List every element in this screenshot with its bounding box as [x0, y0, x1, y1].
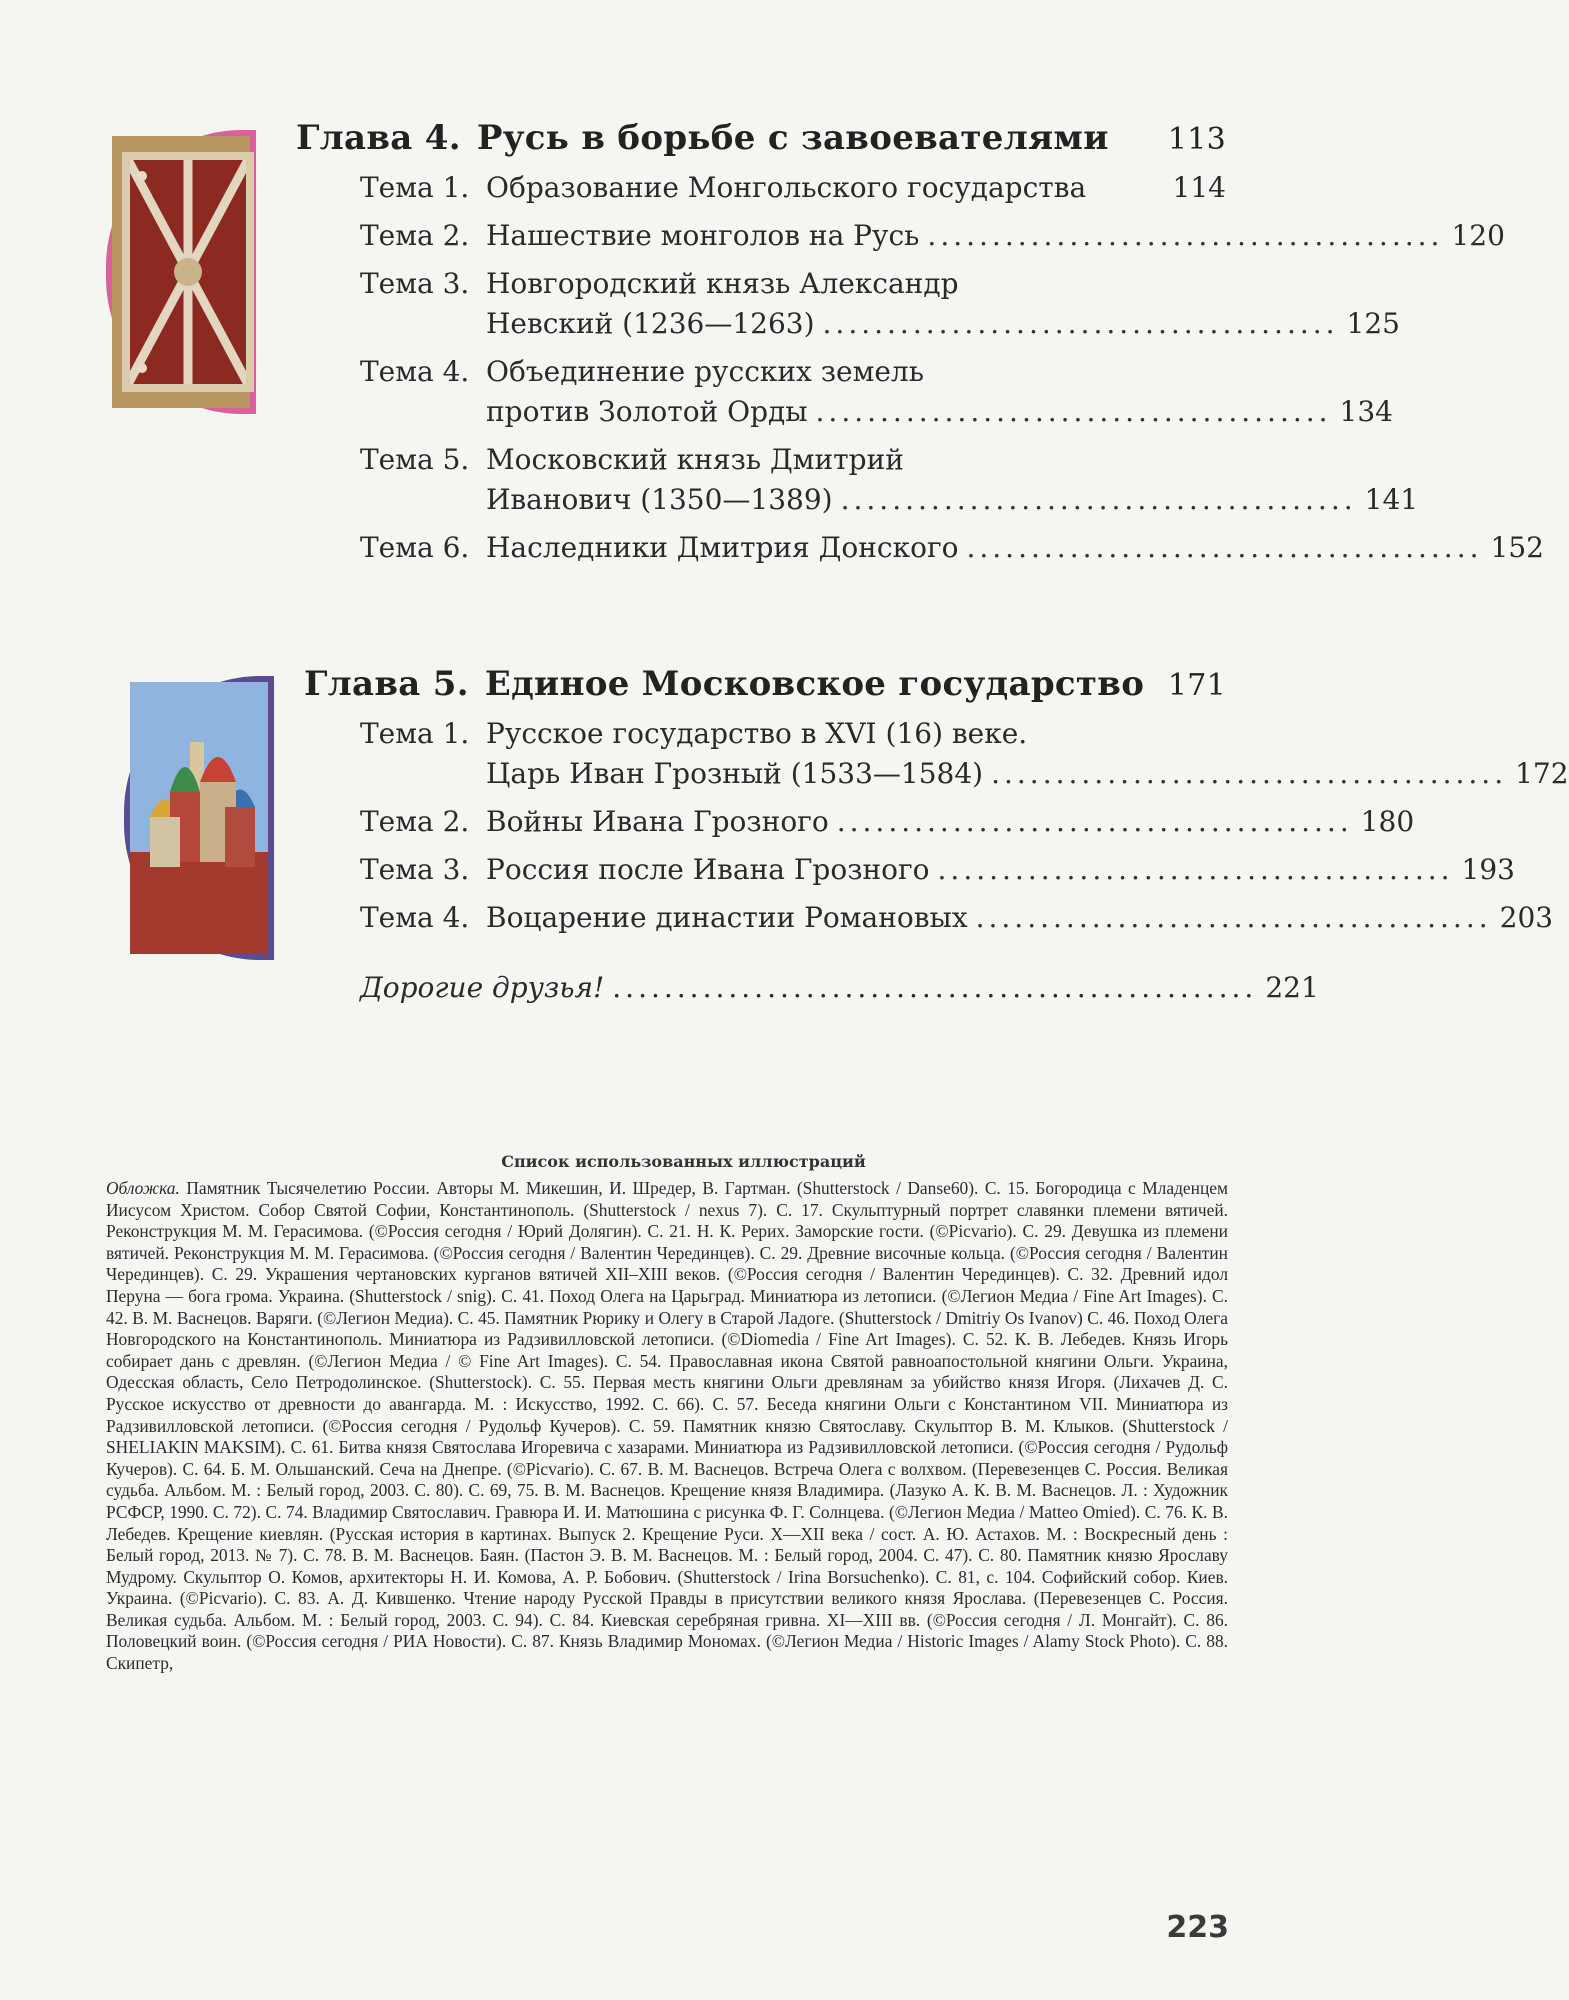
topic-title: Русское государство в XVI (16) веке.	[486, 717, 1028, 750]
toc-topic[interactable]	[360, 440, 1419, 520]
topic-label: Тема 2.	[360, 805, 470, 838]
topic-page: 141	[1364, 483, 1419, 516]
topic-title-cont: Невский (1236—1263)	[486, 307, 815, 340]
dot-leader: ........................................	[975, 901, 1492, 934]
dot-leader: ........................................	[927, 219, 1444, 252]
greeting-title: Дорогие друзья!	[360, 971, 605, 1004]
topic-page: 193	[1461, 853, 1515, 886]
illustrations-text: Памятник Тысячелетию России. Авторы М. Микешин, И. Шредер, В. Гартман. (Shutterstock / Danse60). С. 15. Богородица с Младенцем Иисусом Христом. Собор Святой Софии, Константинополь. (Shutterstock / nexus 7). С. 17. Скульптурный портрет славянки племени вятичей. Реконструкция М. М. Герасимова. (©Россия сегодня / Юрий Долягин). С. 21. Н. К. Рерих. Заморские гости. (©Picvario). С. 29. Девушка из племени вятичей. Реконструкция М. М. Герасимова. (©Россия сегодня / Валентин Черединцев). С. 29. Древние височные кольца. (©Россия сегодня / Валентин Черединцев). С. 29. Украшения чертановских курганов вятичей XII–XIII веков. (©Россия сегодня / Валентин Черединцев). С. 32. Древний идол Перуна — бога грома. Украина. (Shutterstock / snig). С. 41. Поход Олега на Царьград. Миниатюра из летописи. (©Легион Медиа / Fine Art Images). С. 42. В. М. Васнецов. Варяги. (©Легион Медиа). С. 45. Памятник Рюрику и Олегу в Старой Ладоге. (Shutterstock / Dmitriy Os Ivanov) С. 46. Поход Олега Новгородского на Константинополь. Миниатюра из Радзивилловской летописи. (©Diomedia / Fine Art Images). С. 52. К. В. Лебедев. Князь Игорь собирает дань с древлян. (©Легион Медиа / © Fine Art Images). С. 54. Православная икона Святой равноапостольной княгини Ольги. Украина, Одесская область, Село Петродолинское. (Shutterstock). С. 55. Первая месть княгини Ольги древлянам за убийство князя Игоря. (Лихачев Д. С. Русское искусство от древности до авангарда. М. : Искусство, 1992. С. 66). С. 57. Беседа княгини Ольги с Константином VII. Миниатюра из Радзивилловской летописи. (©Россия сегодня / Рудольф Кучеров). С. 59. Памятник князю Святославу. Скульптор В. М. Клыков. (Shutterstock / SHELIAKIN MAKSIM). С. 61. Битва князя Святослава Игоревича с хазарами. Миниатюра из Радзивилловской летописи. (©Россия сегодня / Рудольф Кучеров). С. 64. Б. М. Ольшанский. Сеча на Днепре. (©Picvario). С. 67. В. М. Васнецов. Встреча Олега с волхвом. (Перевезенцев С. Россия. Великая судьба. Альбом. М. : Белый город, 2003. С. 80). С. 69, 75. В. М. Васнецов. Крещение князя Владимира. (Лазуко А. К. В. М. Васнецов. Л. : Художник РСФСР, 1990. С. 72). С. 74. Владимир Святославич. Гравюра И. И. Матюшина с рисунка Ф. Г. Солнцева. (©Легион Медиа / Matteo Omied). С. 76. К. В. Лебедев. Крещение киевлян. (Русская история в картинах. Выпуск 2. Крещение Руси. X—XII века / сост. А. Ю. Астахов. М. : Воскресный день : Белый город, 2013. № 7). С. 78. В. М. Васнецов. Баян. (Пастон Э. В. М. Васнецов. М. : Белый город, 2004. С. 47). С. 80. Памятник князю Ярославу Мудрому. Скульптор О. Комов, архитекторы Н. И. Комова, А. Р. Бобович. (Shutterstock / Irina Borsuchenko). С. 81, с. 104. Софийский собор. Киев. Украина. (©Picvario). С. 83. А. Д. Кившенко. Чтение народу Русской Правды в присутствии великого князя Ярослава. (Перевезенцев С. Россия. Великая судьба. Альбом. М. : Белый город, 2003. С. 94). С. 84. Киевская серебряная гривна. XI—XIII вв. (©Россия сегодня / Л. Монгайт). С. 86. Половецкий воин. (©Россия сегодня / РИА Новости). С. 87. Князь Владимир Мономах. (©Легион Медиа / Historic Images / Alamy Stock Photo). С. 88. Скипетр,	[106, 1178, 1228, 1674]
chapter-title: Русь в борьбе с завоевателями	[476, 118, 1109, 158]
topic-label: Тема 1.	[360, 717, 470, 750]
topic-title-cont: Царь Иван Грозный (1533—1584)	[486, 757, 984, 790]
topic-page: 134	[1339, 395, 1393, 428]
dot-leader: ........................................	[836, 805, 1353, 838]
topic-label: Тема 4.	[360, 355, 470, 388]
topic-page: 120	[1451, 219, 1505, 252]
topic-title: Объединение русских земель	[486, 355, 924, 388]
chapter-page: 171	[1167, 668, 1226, 703]
topic-title: Образование Монгольского государства	[486, 171, 1087, 204]
toc-topic[interactable]	[360, 714, 1569, 794]
chapter-5-heading[interactable]	[304, 664, 1226, 704]
dot-leader: ........................................	[840, 483, 1357, 516]
dot-leader: ........................................	[937, 853, 1454, 886]
chapter-number: Глава 5.	[304, 664, 469, 704]
dot-leader: ........................................	[815, 395, 1332, 428]
chapter-number: Глава 4.	[296, 118, 461, 158]
greeting-page: 221	[1265, 971, 1319, 1004]
topic-title: Московский князь Дмитрий	[486, 443, 904, 476]
topic-title: Войны Ивана Грозного	[486, 805, 829, 838]
topic-title-cont: против Золотой Орды	[486, 395, 808, 428]
illustrations-lead: Обложка.	[106, 1178, 180, 1198]
toc-topic[interactable]	[360, 528, 1544, 568]
toc-topic[interactable]	[360, 898, 1554, 938]
toc-topic[interactable]	[360, 352, 1393, 432]
topic-label: Тема 5.	[360, 443, 470, 476]
topic-label: Тема 6.	[360, 531, 470, 564]
topic-title: Новгородский князь Александр	[486, 267, 959, 300]
dot-leader: ..................................................	[612, 971, 1258, 1004]
chapter-5-toc	[292, 664, 1569, 1008]
topic-title: Нашествие монголов на Русь	[486, 219, 920, 252]
topic-label: Тема 4.	[360, 901, 470, 934]
topic-page: 180	[1360, 805, 1415, 838]
toc-topic[interactable]	[360, 264, 1400, 344]
topic-title: Наследники Дмитрия Донского	[486, 531, 959, 564]
toc-topic[interactable]	[360, 802, 1415, 842]
chapter-title: Единое Московское государство	[484, 664, 1145, 704]
illustrations-list	[106, 1178, 1228, 1675]
toc-topic[interactable]	[360, 168, 1226, 208]
topic-title: Россия после Ивана Грозного	[486, 853, 930, 886]
toc-topic[interactable]	[360, 216, 1505, 256]
topic-label: Тема 2.	[360, 219, 470, 252]
greeting-entry[interactable]	[360, 968, 1319, 1008]
topic-page: 114	[1172, 171, 1226, 204]
topic-page: 172	[1515, 757, 1569, 790]
chapter-4-heading[interactable]	[296, 118, 1226, 158]
chapter-page: 113	[1167, 122, 1226, 157]
dot-leader: ........................................	[991, 757, 1508, 790]
dot-leader: ........................................	[822, 307, 1339, 340]
topic-label: Тема 3.	[360, 853, 470, 886]
topic-label: Тема 3.	[360, 267, 470, 300]
page-number: 223	[1166, 1910, 1229, 1945]
illustrations-heading: Список использованных иллюстраций	[501, 1152, 866, 1171]
topic-title: Воцарение династии Романовых	[486, 901, 968, 934]
dot-leader: ........................................	[966, 531, 1483, 564]
topic-title-cont: Иванович (1350—1389)	[486, 483, 833, 516]
shield-icon	[106, 130, 256, 414]
topic-label: Тема 1.	[360, 171, 470, 204]
topic-page: 125	[1346, 307, 1400, 340]
toc-topic[interactable]	[360, 850, 1515, 890]
topic-page: 203	[1499, 901, 1554, 934]
cathedral-icon	[124, 676, 274, 960]
chapter-4-toc	[292, 118, 1544, 568]
topic-page: 152	[1490, 531, 1544, 564]
